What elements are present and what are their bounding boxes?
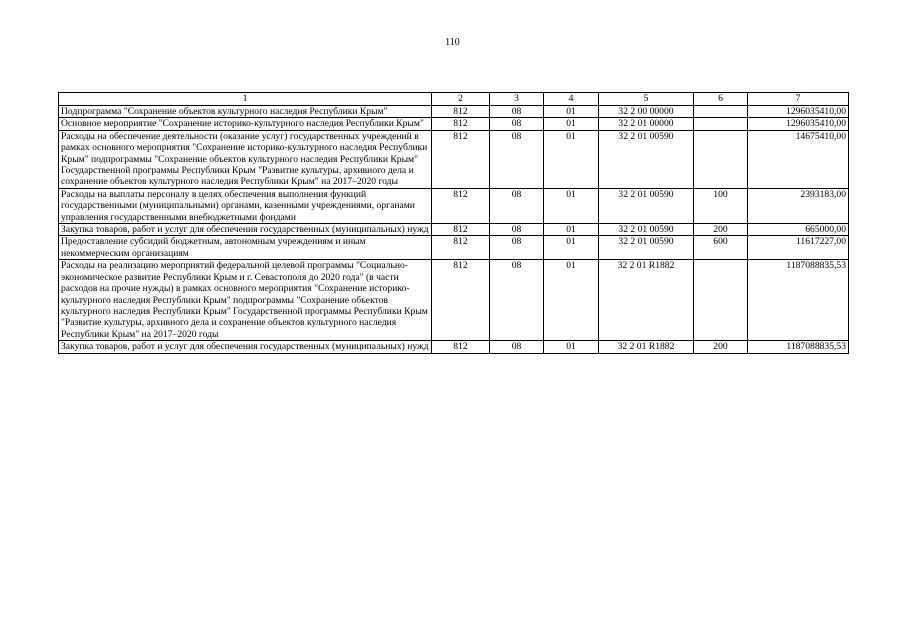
column-header-7: 7 — [748, 93, 849, 106]
row-code-6: 200 — [694, 224, 748, 236]
page-number: 110 — [445, 37, 460, 48]
row-name: Расходы на выплаты персоналу в целях обеспечения выполнения функций государственными (муниципальными) органами, казенными учреждениями, органами управления государственными внебюджетными фондами — [59, 188, 432, 223]
row-code-5: 32 2 01 00590 — [599, 236, 694, 260]
row-code-3: 08 — [490, 106, 544, 118]
column-header-2: 2 — [432, 93, 490, 106]
row-code-4: 01 — [544, 341, 599, 353]
table-row — [59, 341, 849, 353]
row-amount: 1296035410,00 — [748, 106, 849, 118]
row-code-4: 01 — [544, 106, 599, 118]
row-amount: 1296035410,00 — [748, 118, 849, 130]
row-name: Расходы на реализацию мероприятий федеральной целевой программы "Социально-экономическое развитие Республики Крым и г. Севастополя до 2020 года" (в части расходов на прочие нужды) в рамках основного мероприятия "Сохранение историко-культурного наследия Республики Крым" подпрограммы "Сохранение объектов культурного наследия Республики Крым" Государственной программы Республики Крым "Развитие культуры, архивного дела и сохранение объектов культурного наследия Республики Крым" на 2017–2020 годы — [59, 260, 432, 341]
row-code-4: 01 — [544, 118, 599, 130]
row-code-3: 08 — [490, 130, 544, 188]
row-code-4: 01 — [544, 260, 599, 341]
row-amount: 1187088835,53 — [748, 260, 849, 341]
row-name: Расходы на обеспечение деятельности (оказание услуг) государственных учреждений в рамках основного мероприятия "Сохранение историко-культурного наследия Республики Крым" подпрограммы "Сохранение объектов культурного наследия Республики Крым" Государственной программы Республики Крым "Развитие культуры, архивного дела и сохранение объектов культурного наследия Республики Крым" на 2017–2020 годы — [59, 130, 432, 188]
row-code-6 — [694, 118, 748, 130]
row-name: Предоставление субсидий бюджетным, автономным учреждениям и иным некоммерческим организациям — [59, 236, 432, 260]
table-row — [59, 188, 849, 223]
row-code-6 — [694, 106, 748, 118]
row-code-3: 08 — [490, 188, 544, 223]
row-code-2: 812 — [432, 341, 490, 353]
row-name: Закупка товаров, работ и услуг для обеспечения государственных (муниципальных) нужд — [59, 224, 432, 236]
row-code-2: 812 — [432, 224, 490, 236]
row-code-5: 32 2 01 R1882 — [599, 341, 694, 353]
row-code-6: 600 — [694, 236, 748, 260]
row-amount: 665000,00 — [748, 224, 849, 236]
row-code-2: 812 — [432, 188, 490, 223]
row-code-4: 01 — [544, 236, 599, 260]
row-amount: 11617227,00 — [748, 236, 849, 260]
column-header-1: 1 — [59, 93, 432, 106]
column-header-5: 5 — [599, 93, 694, 106]
row-name: Подпрограмма "Сохранение объектов культурного наследия Республики Крым" — [59, 106, 432, 118]
row-code-5: 32 2 01 00590 — [599, 188, 694, 223]
row-code-3: 08 — [490, 341, 544, 353]
column-header-4: 4 — [544, 93, 599, 106]
row-code-2: 812 — [432, 106, 490, 118]
row-code-6: 100 — [694, 188, 748, 223]
row-code-2: 812 — [432, 260, 490, 341]
row-code-5: 32 2 01 R1882 — [599, 260, 694, 341]
row-code-5: 32 2 01 00590 — [599, 224, 694, 236]
row-code-2: 812 — [432, 130, 490, 188]
column-header-6: 6 — [694, 93, 748, 106]
row-code-6 — [694, 130, 748, 188]
row-code-3: 08 — [490, 224, 544, 236]
table-row — [59, 130, 849, 188]
row-code-3: 08 — [490, 118, 544, 130]
row-code-3: 08 — [490, 236, 544, 260]
row-code-3: 08 — [490, 260, 544, 341]
table-row — [59, 260, 849, 341]
column-header-3: 3 — [490, 93, 544, 106]
row-code-5: 32 2 01 00590 — [599, 130, 694, 188]
row-amount: 14675410,00 — [748, 130, 849, 188]
row-amount: 1187088835,53 — [748, 341, 849, 353]
row-code-5: 32 2 01 00000 — [599, 118, 694, 130]
budget-table — [58, 92, 849, 354]
row-code-4: 01 — [544, 130, 599, 188]
row-code-5: 32 2 00 00000 — [599, 106, 694, 118]
table-row — [59, 224, 849, 236]
row-name: Закупка товаров, работ и услуг для обеспечения государственных (муниципальных) нужд — [59, 341, 432, 353]
table-row — [59, 236, 849, 260]
row-code-6: 200 — [694, 341, 748, 353]
table-row — [59, 106, 849, 118]
row-name: Основное мероприятие "Сохранение историко-культурного наследия Республики Крым" — [59, 118, 432, 130]
table-row — [59, 118, 849, 130]
row-code-6 — [694, 260, 748, 341]
header-row — [59, 93, 849, 106]
row-code-2: 812 — [432, 118, 490, 130]
row-code-4: 01 — [544, 188, 599, 223]
row-amount: 2393183,00 — [748, 188, 849, 223]
row-code-2: 812 — [432, 236, 490, 260]
row-code-4: 01 — [544, 224, 599, 236]
